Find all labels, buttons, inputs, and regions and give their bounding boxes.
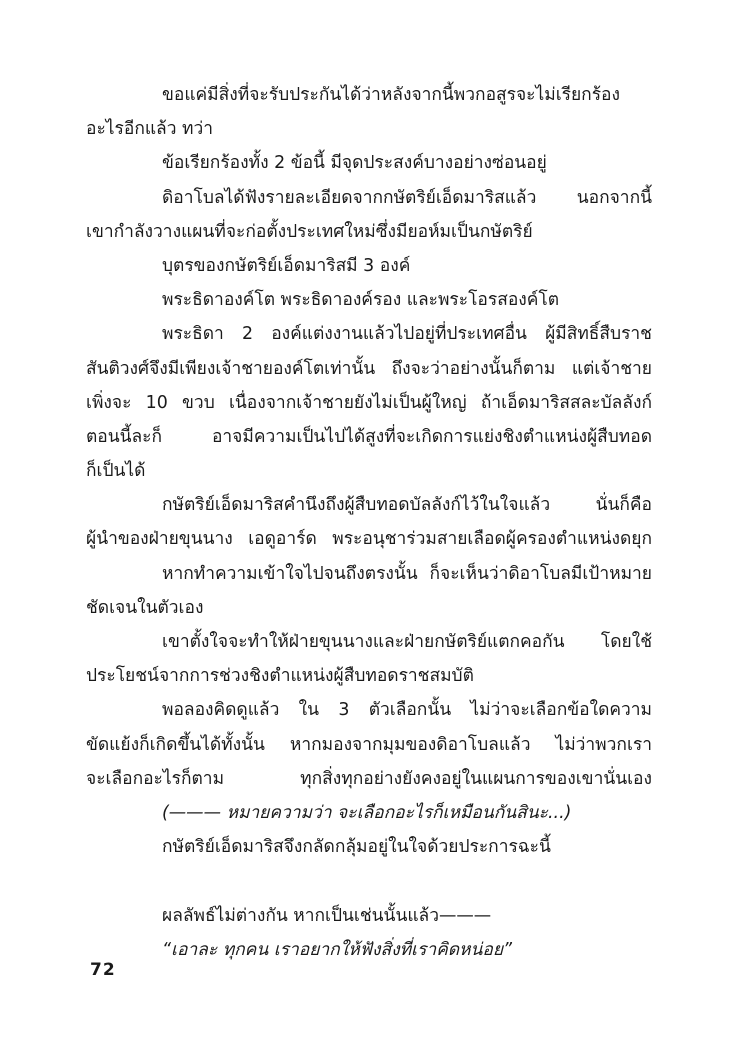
text-line: กษัตริย์เอ็ดมาริสคำนึงถึงผู้สืบทอดบัลลังก์ไว้ในใจแล้ว นั่นก็คือ [162,495,652,516]
text-line: จะเลือกอะไรก็ตาม ทุกสิ่งทุกอย่างยังคงอยู่ในแผนการของเขานั่นเอง [86,768,652,789]
text-line: ข้อเรียกร้องทั้ง 2 ข้อนี้ มีจุดประสงค์บางอย่างซ่อนอยู่ [162,153,547,174]
text-line: สันติวงศ์จึงมีเพียงเจ้าชายองค์โตเท่านั้น ถึงจะว่าอย่างนั้นก็ตาม แต่เจ้าชาย [86,358,652,379]
text-line: (——— หมายความว่า จะเลือกอะไรก็เหมือนกันสินะ...) [162,802,572,823]
text-line: บุตรของกษัตริย์เอ็ดมาริสมี 3 องค์ [162,255,411,276]
blank-line [86,864,652,898]
text-line: ผลลัพธ์ไม่ต่างกัน หากเป็นเช่นนั้นแล้ว——— [162,905,492,926]
text-line: เพิ่งจะ 10 ขวบ เนื่องจากเจ้าชายยังไม่เป็นผู้ใหญ่ ถ้าเอ็ดมาริสสละบัลลังก์ [86,392,652,413]
text-line: ตอนนี้ละก็ อาจมีความเป็นไปได้สูงที่จะเกิดการแย่งชิงตำแหน่งผู้สืบทอด [86,426,652,447]
text-line: พอลองคิดดูแล้ว ใน 3 ตัวเลือกนั้น ไม่ว่าจะเลือกข้อใดความ [162,700,652,721]
text-line: อะไรอีกแล้ว ทว่า [86,119,213,140]
text-line: กษัตริย์เอ็ดมาริสจึงกลัดกลุ้มอยู่ในใจด้วยประการฉะนี้ [162,837,551,858]
text-line: ประโยชน์จากการช่วงชิงตำแหน่งผู้สืบทอดราชสมบัติ [86,666,474,687]
text-line: หากทำความเข้าใจไปจนถึงตรงนั้น ก็จะเห็นว่าดิอาโบลมีเป้าหมาย [162,563,652,584]
book-page-body [86,78,652,967]
text-line: ขอแค่มีสิ่งที่จะรับประกันได้ว่าหลังจากนี้พวกอสูรจะไม่เรียกร้อง [162,85,620,105]
page-number: 72 [90,960,116,980]
text-line: พระธิดา 2 องค์แต่งงานแล้วไปอยู่ที่ประเทศอื่น ผู้มีสิทธิ์สืบราช [162,324,652,345]
text-line: เขาตั้งใจจะทำให้ฝ่ายขุนนางและฝ่ายกษัตริย์แตกคอกัน โดยใช้ [162,632,652,652]
text-line: เขากำลังวางแผนที่จะก่อตั้งประเทศใหม่ซึ่งมียอห์มเป็นกษัตริย์ [86,221,533,242]
text-line: ก็เป็นได้ [86,461,146,482]
text-line: ดิอาโบลได้ฟังรายละเอียดจากกษัตริย์เอ็ดมาริสแล้ว นอกจากนี้ [162,187,652,208]
text-line: พระธิดาองค์โต พระธิดาองค์รอง และพระโอรสองค์โต [162,290,560,311]
text-line: ชัดเจนในตัวเอง [86,597,204,618]
text-line: ขัดแย้งก็เกิดขึ้นได้ทั้งนั้น หากมองจากมุมของดิอาโบลแล้ว ไม่ว่าพวกเรา [86,734,652,755]
text-line: ผู้นำของฝ่ายขุนนาง เอดูอาร์ด พระอนุชาร่วมสายเลือดผู้ครองตำแหน่งดยุก [86,529,652,550]
text-line: “เอาละ ทุกคน เราอยากให้ฟังสิ่งที่เราคิดหน่อย” [162,939,513,960]
